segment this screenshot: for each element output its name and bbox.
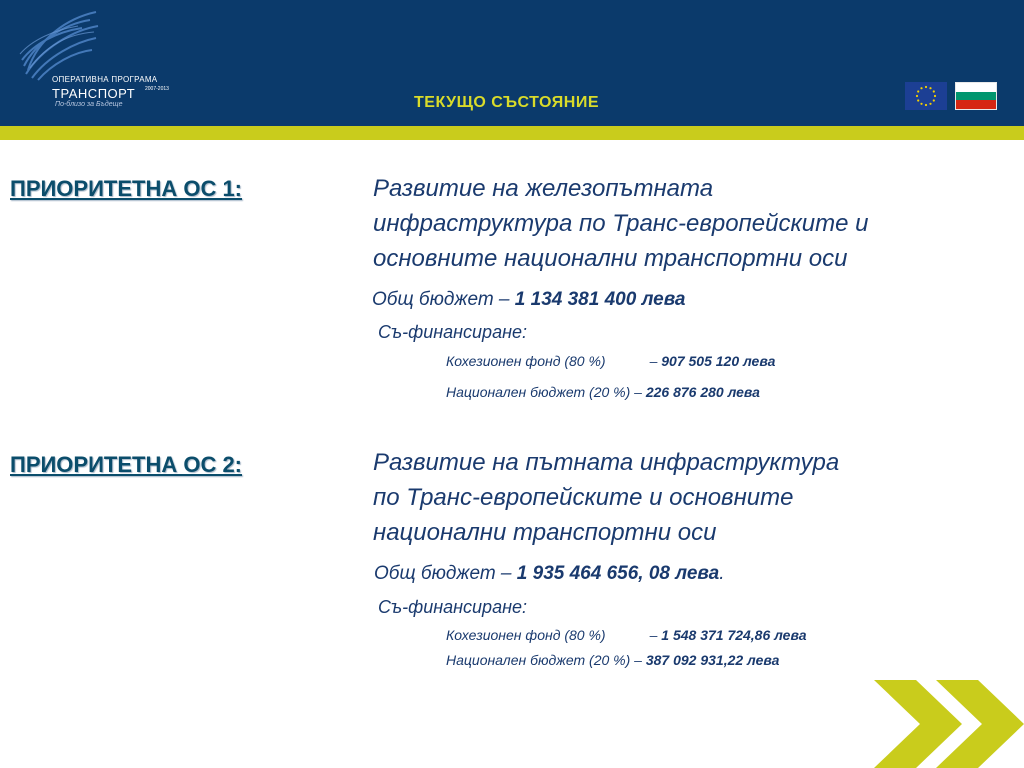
- axis-2-total-budget: [374, 563, 724, 585]
- axis-2-desc-line: Развитие на пътната инфраструктура: [373, 449, 840, 476]
- axis-1-national-budget-label: Национален бюджет (20 %) –: [446, 384, 646, 400]
- priority-axis-2-description: [373, 445, 983, 550]
- axis-1-national-budget-value: 226 876 280 лева: [645, 384, 760, 400]
- logo-text-years: 2007-2013: [145, 86, 169, 92]
- axis-1-desc-line: инфраструктура по Транс-европейските и: [373, 210, 869, 237]
- axis-1-cohesion-fund-sep: –: [649, 353, 662, 369]
- slide-title: ТЕКУЩО СЪСТОЯНИЕ: [414, 94, 600, 111]
- axis-2-cohesion-fund-row: [446, 627, 807, 643]
- axis-1-cohesion-fund-row: [446, 353, 775, 369]
- double-chevron-right-icon: [870, 680, 1024, 768]
- axis-1-national-budget-row: [446, 384, 760, 400]
- axis-1-cohesion-fund-value: 907 505 120 лева: [661, 353, 776, 369]
- axis-2-cohesion-fund-label: Кохезионен фонд (80 %): [446, 627, 606, 643]
- axis-1-total-budget: [372, 289, 686, 311]
- axis-1-cohesion-fund-label: Кохезионен фонд (80 %): [446, 353, 606, 369]
- bulgaria-flag-icon: [955, 82, 997, 110]
- axis-2-national-budget-row: [446, 652, 779, 668]
- axis-1-cofinancing-label: Съ-финансиране:: [378, 322, 527, 342]
- axis-1-desc-line: Развитие на железопътната: [373, 175, 714, 202]
- logo-text-slogan: По-близо за Бъдеще: [55, 101, 123, 108]
- axis-2-budget-suffix: .: [719, 563, 725, 584]
- priority-axis-1-label: ПРИОРИТЕТНА ОС 1:: [10, 176, 243, 201]
- axis-1-desc-line: основните национални транспортни оси: [373, 245, 848, 272]
- logo-text-transport: ТРАНСПОРТ: [52, 86, 136, 101]
- eu-flag-icon: [905, 82, 947, 110]
- priority-axis-1-description: [373, 171, 983, 276]
- header-accent-stripe: [0, 126, 1024, 140]
- priority-axis-2-label: ПРИОРИТЕТНА ОС 2:: [10, 452, 243, 477]
- axis-2-desc-line: по Транс-европейските и основните: [373, 484, 794, 511]
- axis-1-budget-prefix: Общ бюджет –: [372, 289, 515, 310]
- axis-2-desc-line: национални транспортни оси: [373, 519, 717, 546]
- logo-text-programme: ОПЕРАТИВНА ПРОГРАМА: [52, 75, 158, 84]
- axis-1-budget-value: 1 134 381 400 лева: [514, 289, 686, 310]
- axis-2-cohesion-fund-sep: –: [649, 627, 662, 643]
- axis-2-budget-prefix: Общ бюджет –: [374, 563, 517, 584]
- axis-2-cohesion-fund-value: 1 548 371 724,86 лева: [661, 627, 807, 643]
- axis-2-budget-value: 1 935 464 656, 08 лева: [516, 563, 720, 584]
- axis-2-cofinancing-label: Съ-финансиране:: [378, 597, 527, 617]
- axis-2-national-budget-value: 387 092 931,22 лева: [645, 652, 780, 668]
- axis-2-national-budget-label: Национален бюджет (20 %) –: [446, 652, 646, 668]
